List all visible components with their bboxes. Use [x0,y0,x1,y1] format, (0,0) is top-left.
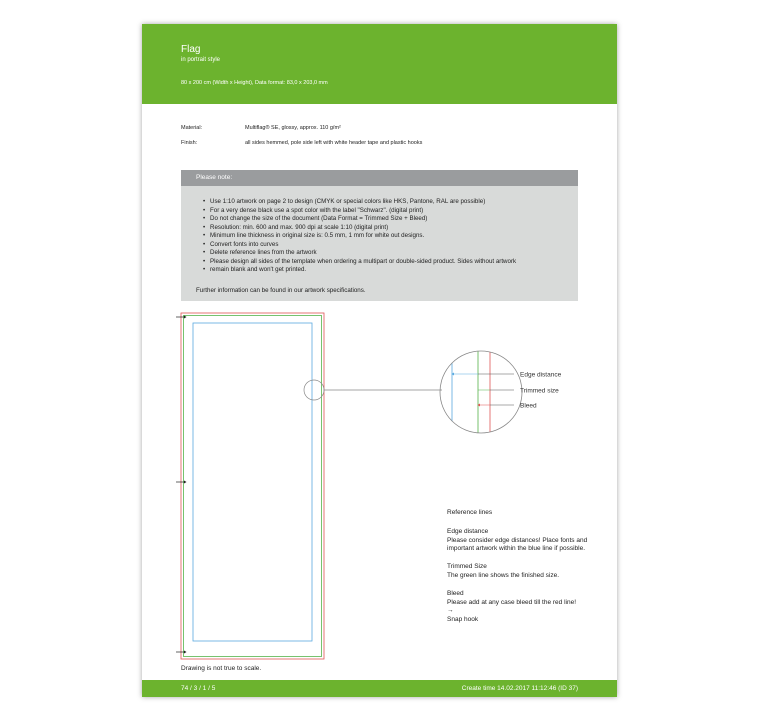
spec-table [181,121,422,151]
note-item: • Convert fonts into curves [203,241,578,250]
finish-value: all sides hemmed, pole side left with white header tape and plastic hooks [245,140,423,146]
spec-row-material [181,121,422,136]
scale-note: Drawing is not true to scale. [181,665,262,672]
legend-hook-text: Snap hook [447,616,479,624]
legend-trimmed-title: Trimmed Size [447,563,487,571]
document-page [142,24,617,697]
legend-title: Reference lines [447,509,493,516]
note-item: • Resolution: min. 600 and max. 900 dpi at scale 1:10 (digital print) [203,224,578,233]
note-item: • For a very dense black use a spot color with the label "Schwarz". (digital print) [203,207,578,216]
note-footer: Further information can be found in our artwork specifications. [196,287,366,294]
legend-bleed-text: Please add at any case bleed till the red line! [447,598,577,606]
legend-bleed [447,590,597,625]
legend-trimmed [447,563,597,581]
note-item: • Do not change the size of the document (Data Format = Trimmed Size + Bleed) [203,215,578,224]
material-value: Multiflag® SE, glossy, approx. 110 g/m² [245,125,341,131]
note-heading: Please note: [181,170,578,186]
note-box [181,170,578,301]
bleed-outline [181,313,324,659]
edge-outline [193,323,312,641]
page-code: 74 / 3 / 1 / 5 [181,685,216,692]
legend-bleed-title: Bleed [447,589,464,597]
magnified-detail [440,344,522,444]
note-item-continued: • remain blank and won't get printed. [203,266,578,275]
trim-outline [184,316,322,657]
page-footer [142,680,617,697]
reference-legend [447,509,597,634]
legend-trimmed-text: The green line shows the finished size. [447,571,560,579]
callout-trimmed: Trimmed size [520,387,559,395]
note-list [181,198,578,275]
note-item: • Minimum line thickness in original size is: 0.5 mm, 1 mm for white out designs. [203,232,578,241]
product-subtitle: in portrait style [181,57,221,63]
material-label: Material: [181,125,203,131]
legend-edge-text: Please consider edge distances! Place fonts and important artwork within the blue line if possible. [447,536,588,553]
note-item: • Delete reference lines from the artwork [203,249,578,258]
product-title: Flag [181,44,201,55]
spec-row-finish [181,136,422,151]
callout-edge: Edge distance [520,371,562,379]
legend-edge-title: Edge distance [447,527,489,535]
finish-label: Finish: [181,140,198,146]
detail-marker-circle [304,380,324,400]
legend-edge [447,528,597,554]
page-header [142,24,617,104]
product-format: 80 x 200 cm (Width x Height), Data format: 83,0 x 203,0 mm [181,80,328,86]
callout-bleed: Bleed [520,402,537,410]
create-time: Create time 14.02.2017 11:12:46 (ID 37) [461,685,578,692]
note-item: • Please design all sides of the template when ordering a multipart or double-sided product. Sides without artwork [203,258,578,267]
note-item: • Use 1:10 artwork on page 2 to design (CMYK or special colors like HKS, Pantone, RAL are possible) [203,198,578,207]
snap-hook-legend-icon: → [447,607,454,615]
